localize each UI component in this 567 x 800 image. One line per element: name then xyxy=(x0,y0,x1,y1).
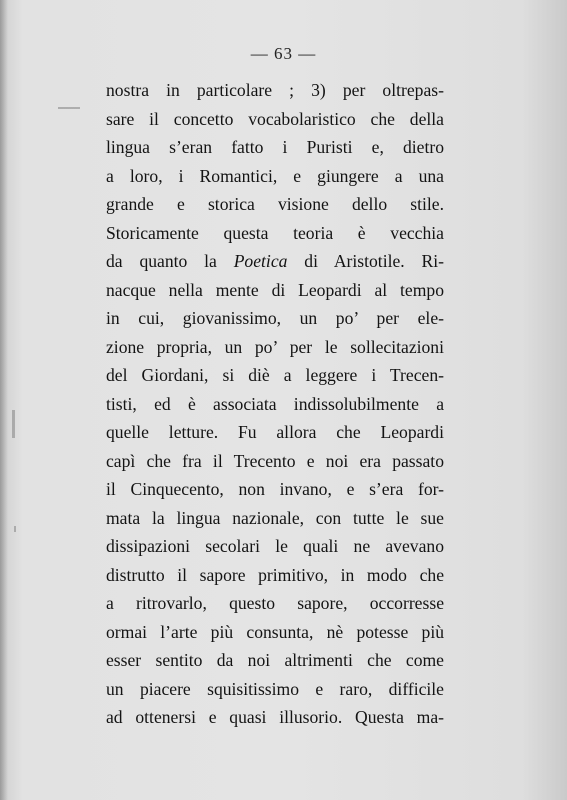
text-line: a ritrovarlo, questo sapore, occorresse xyxy=(106,593,444,613)
paper-speck xyxy=(14,526,16,532)
italic-title: Poetica xyxy=(233,251,288,271)
text-line: ad ottenersi e quasi illusorio. Questa ma- xyxy=(106,707,444,727)
text-line: del Giordani, si diè a leggere i Trecen- xyxy=(106,365,444,385)
body-text xyxy=(106,76,444,732)
text-line: tisti, ed è associata indissolubilmente a xyxy=(106,393,444,414)
text-line: grande e storica visione dello stile. xyxy=(106,194,444,214)
text-line: Storicamente questa teoria è vecchia xyxy=(106,222,444,243)
paper-speck xyxy=(12,410,15,438)
text-line: sare il concetto vocabolaristico che della xyxy=(106,108,444,129)
text-line: in cui, giovanissimo, un po’ per ele- xyxy=(106,308,444,328)
text-line: a loro, i Romantici, e giungere a una xyxy=(106,165,444,186)
text-line: nostra in particolare ; 3) per oltrepas- xyxy=(106,80,444,100)
page-number: — 63 — xyxy=(250,44,317,63)
text-line: capì che fra il Trecento e noi era passato xyxy=(106,450,444,471)
text-line: distrutto il sapore primitivo, in modo che xyxy=(106,564,444,585)
text-line: mata la lingua nazionale, con tutte le sue xyxy=(106,507,444,528)
text-line: ormai l’arte più consunta, nè potesse più xyxy=(106,621,444,642)
text-line xyxy=(106,247,444,276)
text-line: zione propria, un po’ per le sollecitazioni xyxy=(106,336,444,357)
text-line: quelle letture. Fu allora che Leopardi xyxy=(106,422,444,442)
text-line: dissipazioni secolari le quali ne avevano xyxy=(106,536,444,556)
text-line: esser sentito da noi altrimenti che come xyxy=(106,650,444,670)
page-binding-edge xyxy=(0,0,8,800)
text-segment: di Aristotile. Ri- xyxy=(287,251,444,271)
paper-speck xyxy=(58,107,80,109)
text-line: il Cinquecento, non invano, e s’era for- xyxy=(106,479,444,499)
text-segment: da quanto la xyxy=(106,251,234,271)
text-line: nacque nella mente di Leopardi al tempo xyxy=(106,279,444,300)
text-line: lingua s’eran fatto i Puristi e, dietro xyxy=(106,137,444,157)
text-line: un piacere squisitissimo e raro, difficile xyxy=(106,678,444,699)
